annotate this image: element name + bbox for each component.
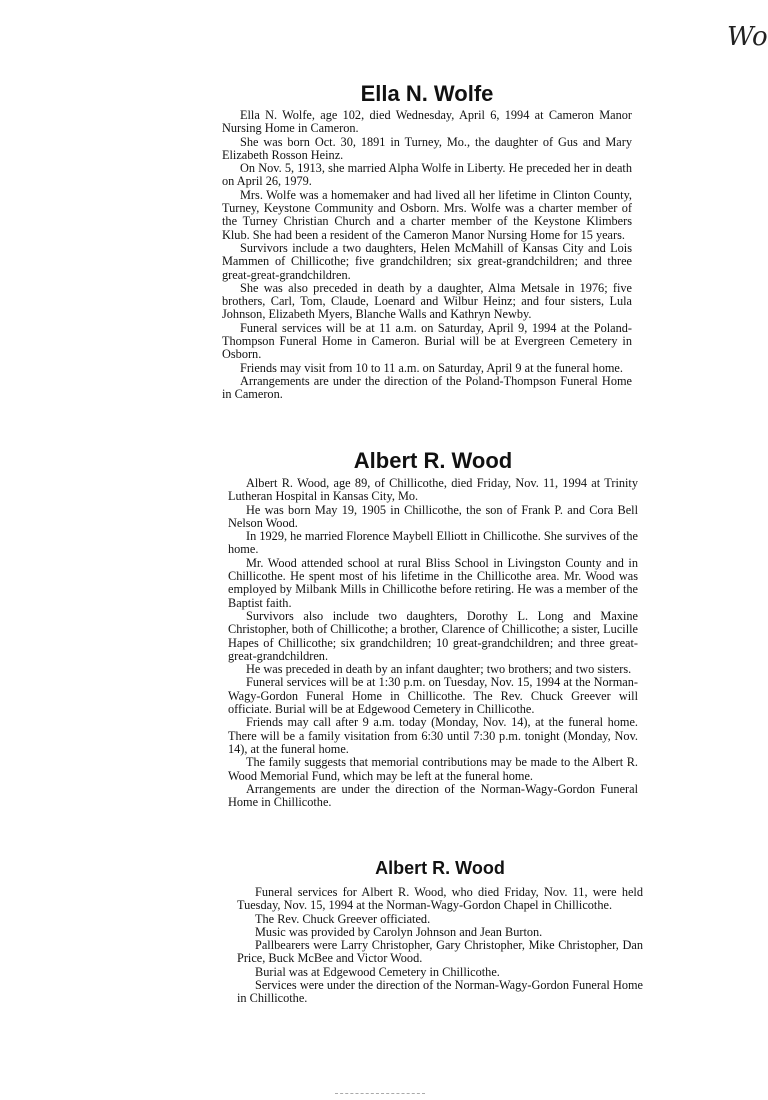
obituary-paragraph: Friends may call after 9 a.m. today (Monday, Nov. 14), at the funeral home. There will be a family visitation from 6:30 until 7:30 p.m. tonight (Monday, Nov. 14), at the funeral home. (228, 715, 638, 756)
obituary-paragraph: Survivors also include two daughters, Dorothy L. Long and Maxine Christopher, both of Chillicothe; a brother, Clarence of Chillicothe; a sister, Lucille Hapes of Chillicothe; six grandchildren; 10 great-grandchildren; and three great-great-grandchildren. (228, 608, 638, 663)
obituary-paragraph: Arrangements are under the direction of the Norman-Wagy-Gordon Funeral Home in Chillicothe. (228, 781, 638, 810)
obituary-paragraph: He was born May 19, 1905 in Chillicothe, the son of Frank P. and Cora Bell Nelson Wood. (228, 502, 638, 530)
notice-paragraph: Funeral services for Albert R. Wood, who died Friday, Nov. 11, were held Tuesday, Nov. 15, 1994 at the Norman-Wagy-Gordon Chapel in Chillicothe. (237, 885, 643, 913)
obituary-paragraph: She was born Oct. 30, 1891 in Turney, Mo., the daughter of Gus and Mary Elizabeth Rosson Heinz. (222, 134, 632, 162)
funeral-notice-albert-wood (237, 859, 643, 1006)
notice-paragraph: Burial was at Edgewood Cemetery in Chillicothe. (255, 964, 500, 979)
notice-paragraph: Music was provided by Carolyn Johnson and Jean Burton. (255, 924, 543, 939)
notice-headline: Albert R. Wood (375, 858, 505, 878)
obituary-paragraph: The family suggests that memorial contributions may be made to the Albert R. Wood Memorial Fund, which may be left at the funeral home. (228, 755, 638, 783)
notice-paragraph: The Rev. Chuck Greever officiated. (255, 911, 431, 926)
obituary-paragraph: Friends may visit from 10 to 11 a.m. on Saturday, April 9 at the funeral home. (240, 360, 623, 375)
footer-divider (335, 1093, 425, 1094)
corner-handwritten-mark: Wo (727, 22, 768, 52)
obituary-headline: Albert R. Wood (353, 448, 513, 473)
obituary-paragraph: On Nov. 5, 1913, she married Alpha Wolfe in Liberty. He preceded her in death on April 26, 1979. (222, 161, 632, 189)
notice-paragraph: Services were under the direction of the Norman-Wagy-Gordon Funeral Home in Chillicothe. (237, 978, 643, 1006)
obituary-paragraph: Albert R. Wood, age 89, of Chillicothe, died Friday, Nov. 11, 1994 at Trinity Lutheran Hospital in Kansas City, Mo. (228, 476, 638, 504)
notice-body (237, 886, 643, 1006)
obituary-headline: Ella N. Wolfe (360, 81, 494, 106)
obituary-paragraph: Mrs. Wolfe was a homemaker and had lived all her lifetime in Clinton County, Turney, Keystone Community and Osborn. Mrs. Wolfe was a charter member of the Turney Christian Church and a charter member of the Keystone Klimbers Klub. She had been a resident of the Cameron Manor Nursing Home for 15 years. (222, 187, 632, 242)
obituary-body (228, 477, 638, 809)
obituary-paragraph: Funeral services will be at 11 a.m. on Saturday, April 9, 1994 at the Poland-Thompson Funeral Home in Cameron. Burial will be at Evergreen Cemetery in Osborn. (222, 320, 632, 362)
obituary-body (222, 109, 632, 402)
obituary-ella-wolfe (222, 83, 632, 402)
notice-paragraph: Pallbearers were Larry Christopher, Gary Christopher, Mike Christopher, Dan Price, Buck McBee and Victor Wood. (237, 938, 643, 966)
obituary-paragraph: Mr. Wood attended school at rural Bliss School in Livingston County and in Chillicothe. He spent most of his lifetime in the Chillicothe area. Mr. Wood was employed by Milbank Mills in Chillicothe before retiring. He was a member of the Baptist faith. (228, 555, 638, 610)
obituary-paragraph: Arrangements are under the direction of the Poland-Thompson Funeral Home in Cameron. (222, 373, 632, 402)
obituary-paragraph: Funeral services will be at 1:30 p.m. on Tuesday, Nov. 15, 1994 at the Norman-Wagy-Gordon Funeral Home in Chillicothe. The Rev. Chuck Greever will officiate. Burial will be at Edgewood Cemetery in Chillicothe. (228, 675, 638, 717)
obituary-paragraph: She was also preceded in death by a daughter, Alma Metsale in 1976; five brothers, Carl, Tom, Claude, Loenard and Wilbur Heinz; and four sisters, Lula Johnson, Elizabeth Myers, Blanche Walls and Kathryn Newby. (222, 280, 632, 322)
obituary-paragraph: Survivors include a two daughters, Helen McMahill of Kansas City and Lois Mammen of Chillicothe; five grandchildren; six great-grandchildren; and three great-great-grandchildren. (222, 240, 632, 282)
obituary-paragraph: In 1929, he married Florence Maybell Elliott in Chillicothe. She survives of the home. (228, 529, 638, 557)
obituary-albert-wood (228, 450, 638, 809)
obituary-paragraph: Ella N. Wolfe, age 102, died Wednesday, April 6, 1994 at Cameron Manor Nursing Home in Cameron. (222, 108, 632, 136)
obituary-paragraph: He was preceded in death by an infant daughter; two brothers; and two sisters. (246, 662, 632, 677)
